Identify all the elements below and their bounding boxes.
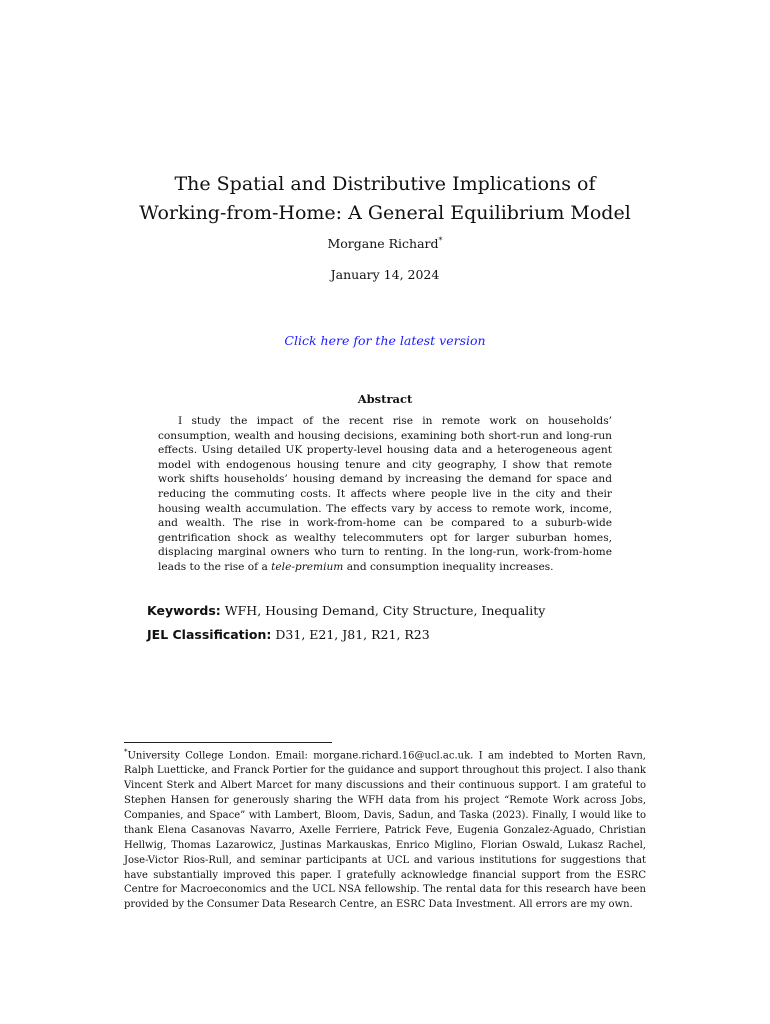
title-line-1: The Spatial and Distributive Implications of	[174, 173, 596, 195]
abstract-text-italic: tele-premium	[271, 560, 344, 573]
footnote-mark: *	[124, 748, 128, 756]
author-footnote-mark[interactable]: *	[438, 236, 443, 245]
keywords-label: Keywords:	[147, 603, 221, 618]
latest-version-link[interactable]: Click here for the latest version	[284, 333, 486, 348]
paper-date: January 14, 2024	[330, 267, 440, 282]
abstract-heading: Abstract	[357, 392, 413, 406]
keywords-value: WFH, Housing Demand, City Structure, Inequality	[224, 603, 546, 618]
abstract-text-part-2: and consumption inequality increases.	[343, 560, 554, 573]
abstract-text-part-1: I study the impact of the recent rise in remote work on households’ consumption, wealth and housing decisions, examining both short-run and long-run effects. Using detailed UK property-level housing data and a heterogeneous agent model with endogenous housing tenure and city geography, I show that remote work shifts households’ housing demand by increasing the demand for space and reducing the commuting costs. It affects where people live in the city and their housing wealth accumulation. The effects vary by access to remote work, income, and wealth. The rise in work-from-home can be compared to a suburb-wide gentrification shock as wealthy telecommuters opt for larger suburban homes, displacing marginal owners who turn to renting. In the long-run, work-from-home leads to the rise of a	[158, 415, 612, 573]
footnote-text: University College London. Email: morgane.richard.16@ucl.ac.uk. I am indebted to Morten Ravn, Ralph Luetticke, and Franck Portier for the guidance and support throughout this project. I also thank Vincent Sterk and Albert Marcet for many discussions and their continuous support. I am grateful to Stephen Hansen for generously sharing the WFH data from his project “Remote Work across Jobs, Companies, and Space” with Lambert, Bloom, Davis, Sadun, and Taska (2023). Finally, I would like to thank Elena Casanovas Navarro, Axelle Ferriere, Patrick Feve, Eugenia Gonzalez-Aguado, Christian Hellwig, Thomas Lazarowicz, Justinas Markauskas, Enrico Miglino, Florian Oswald, Lukasz Rachel, Jose-Victor Rios-Rull, and seminar participants at UCL and various institutions for suggestions that have substantially improved this paper. I gratefully acknowledge financial support from the ESRC Centre for Macroeconomics and the UCL NSA fellowship. The rental data for this research have been provided by the Consumer Data Research Centre, an ESRC Data Investment. All errors are my own.	[124, 750, 646, 911]
footnote	[124, 745, 646, 913]
jel-value: D31, E21, J81, R21, R23	[275, 627, 430, 642]
keywords-line	[147, 603, 545, 618]
footnote-divider	[124, 742, 332, 743]
paper-title	[120, 170, 650, 228]
author-name	[0, 236, 770, 251]
author-text: Morgane Richard	[327, 236, 439, 252]
title-line-2: Working-from-Home: A General Equilibrium Model	[139, 202, 631, 224]
jel-label: JEL Classification:	[147, 627, 272, 642]
jel-line	[147, 627, 430, 642]
abstract-text	[158, 414, 612, 575]
